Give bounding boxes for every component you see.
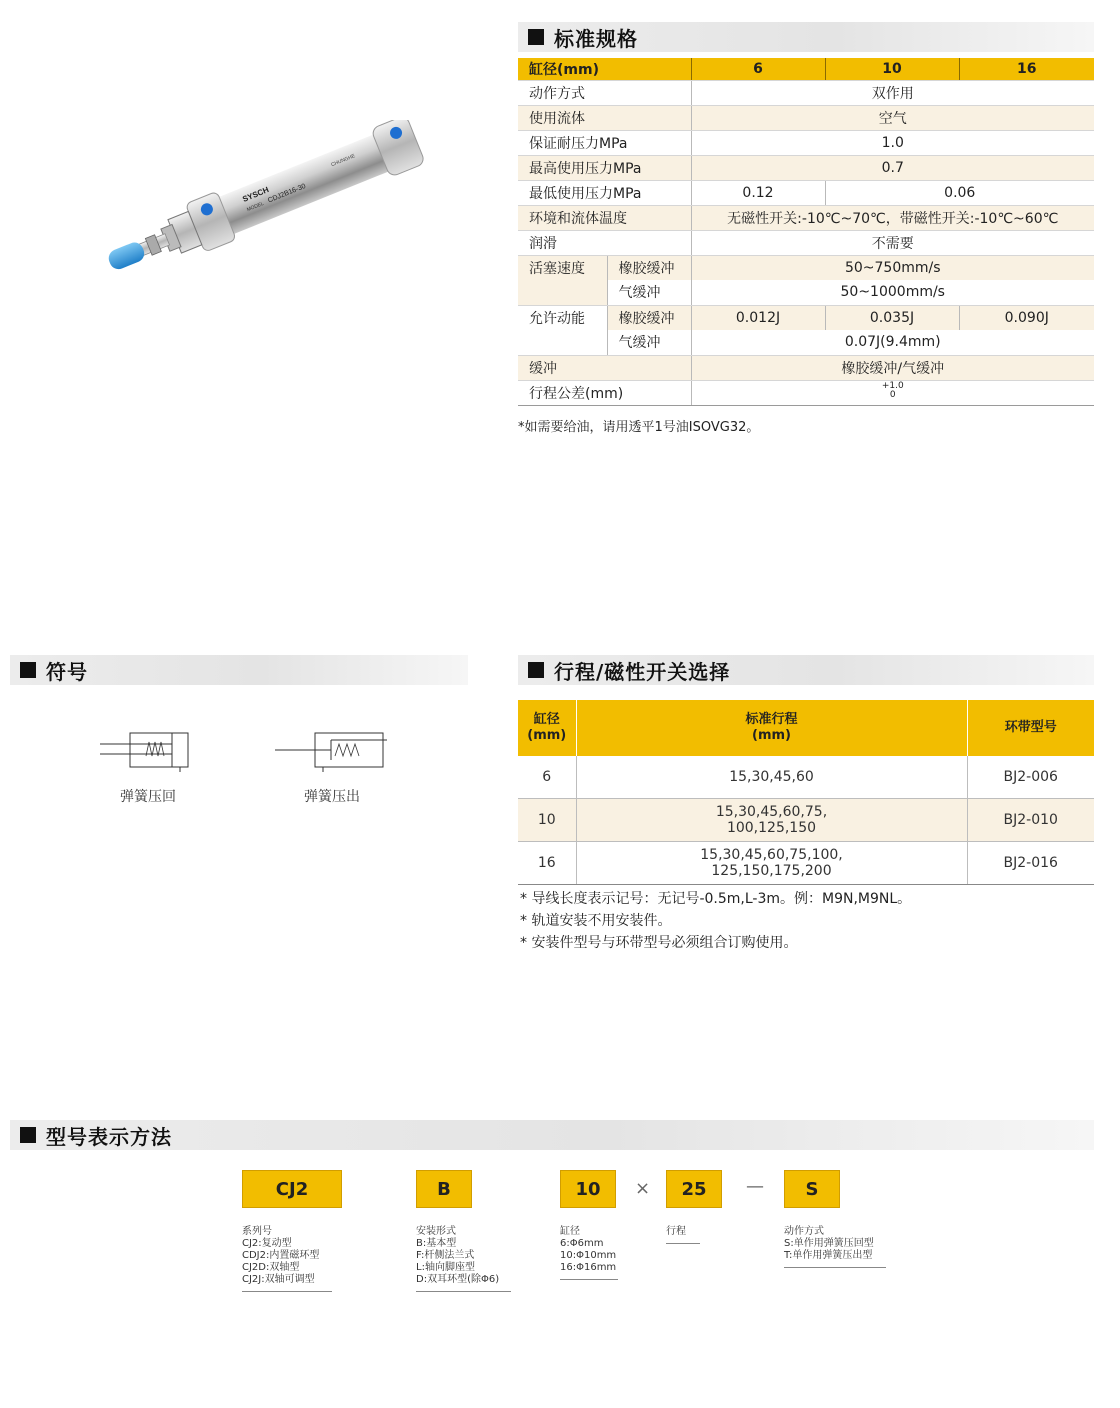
stroke-note: * 导线长度表示记号：无记号-0.5m,L-3m。例：M9N,M9NL。 [520, 891, 912, 907]
stroke-section-title: 行程/磁性开关选择 [554, 659, 731, 684]
bullet-square-icon [20, 662, 36, 678]
table-row: 环境和流体温度 无磁性开关:-10℃~70℃，带磁性开关:-10℃~60℃ [518, 205, 1094, 230]
svg-text:CHUNGHE: CHUNGHE [330, 153, 357, 169]
bullet-square-icon [528, 29, 544, 45]
table-row: 使用流体 空气 [518, 105, 1094, 130]
stroke-section-header [518, 655, 1094, 685]
bullet-square-icon [20, 1127, 36, 1143]
symbol-section-header [10, 655, 468, 685]
model-section-header [10, 1120, 1094, 1150]
table-row: 气缓冲 50~1000mm/s [518, 280, 1094, 305]
table-row: 最高使用压力MPa 0.7 [518, 155, 1094, 180]
table-row: 允许动能 橡胶缓冲 0.012J 0.035J 0.090J [518, 305, 1094, 330]
code-stroke: 25 [666, 1170, 722, 1208]
svg-text:MODEL: MODEL [246, 200, 265, 214]
spec-section-title: 标准规格 [554, 26, 638, 51]
table-row: 缓冲 橡胶缓冲/气缓冲 [518, 355, 1094, 380]
bullet-square-icon [528, 662, 544, 678]
tolerance-value: +1.0 0 [881, 380, 904, 400]
stroke-notes [520, 888, 911, 954]
action-description: 动作方式 S:单作用弹簧压回型 T:单作用弹簧压出型 [784, 1226, 886, 1268]
model-label: CDJ2B16-30 [267, 182, 307, 205]
table-row: 6 15,30,45,60 BJ2-006 [518, 756, 1094, 798]
stroke-description: 行程 [666, 1226, 700, 1244]
stroke-note: * 轨道安装不用安装件。 [520, 913, 672, 929]
symbol-section-title: 符号 [46, 659, 88, 684]
spring-extend-symbol-icon [275, 730, 387, 772]
table-row: 10 15,30,45,60,75, 100,125,150 BJ2-010 [518, 798, 1094, 841]
mount-description: 安装形式 B:基本型 F:杆侧法兰式 L:轴向脚座型 D:双耳环型(除Φ6) [416, 1226, 511, 1292]
spec-note: *如需要给油，请用透平1号油ISOVG32。 [518, 420, 760, 435]
table-row: 气缓冲 0.07J(9.4mm) [518, 330, 1094, 355]
table-row: 16 15,30,45,60,75,100, 125,150,175,200 BJ2-016 [518, 841, 1094, 884]
code-bore: 10 [560, 1170, 616, 1208]
cylinder-product-image [90, 120, 450, 280]
table-row: 润滑 不需要 [518, 230, 1094, 255]
dash-sign: — [746, 1176, 764, 1197]
bore-description: 缸径 6:Φ6mm 10:Φ10mm 16:Φ16mm [560, 1226, 618, 1280]
series-description: 系列号 CJ2:复动型 CDJ2:内置磁环型 CJ2D:双轴型 CJ2J:双轴可调型 [242, 1226, 332, 1292]
table-row: 活塞速度 橡胶缓冲 50~750mm/s [518, 255, 1094, 280]
table-row: 最低使用压力MPa 0.12 0.06 [518, 180, 1094, 205]
model-section-title: 型号表示方法 [46, 1124, 172, 1149]
brand-label: SYSCH [241, 185, 271, 204]
spec-section-header [518, 22, 1094, 52]
stroke-note: * 安装件型号与环带型号必须组合订购使用。 [520, 935, 798, 951]
code-mount: B [416, 1170, 472, 1208]
table-row: 动作方式 双作用 [518, 80, 1094, 105]
table-row: 行程公差(mm) +1.0 0 [518, 380, 1094, 405]
spring-return-symbol-icon [100, 730, 195, 772]
times-sign: × [635, 1178, 651, 1199]
spring-return-label: 弹簧压回 [120, 789, 176, 805]
spring-extend-label: 弹簧压出 [304, 789, 360, 805]
table-row: 保证耐压力MPa 1.0 [518, 130, 1094, 155]
standard-spec-table [518, 58, 1094, 406]
stroke-switch-table [518, 700, 1094, 885]
stroke-header-row: 缸径 (mm) 标准行程 (mm) 环带型号 [518, 700, 1094, 756]
code-series: CJ2 [242, 1170, 342, 1208]
spec-header-row: 缸径(mm) 6 10 16 [518, 58, 1094, 80]
code-action: S [784, 1170, 840, 1208]
